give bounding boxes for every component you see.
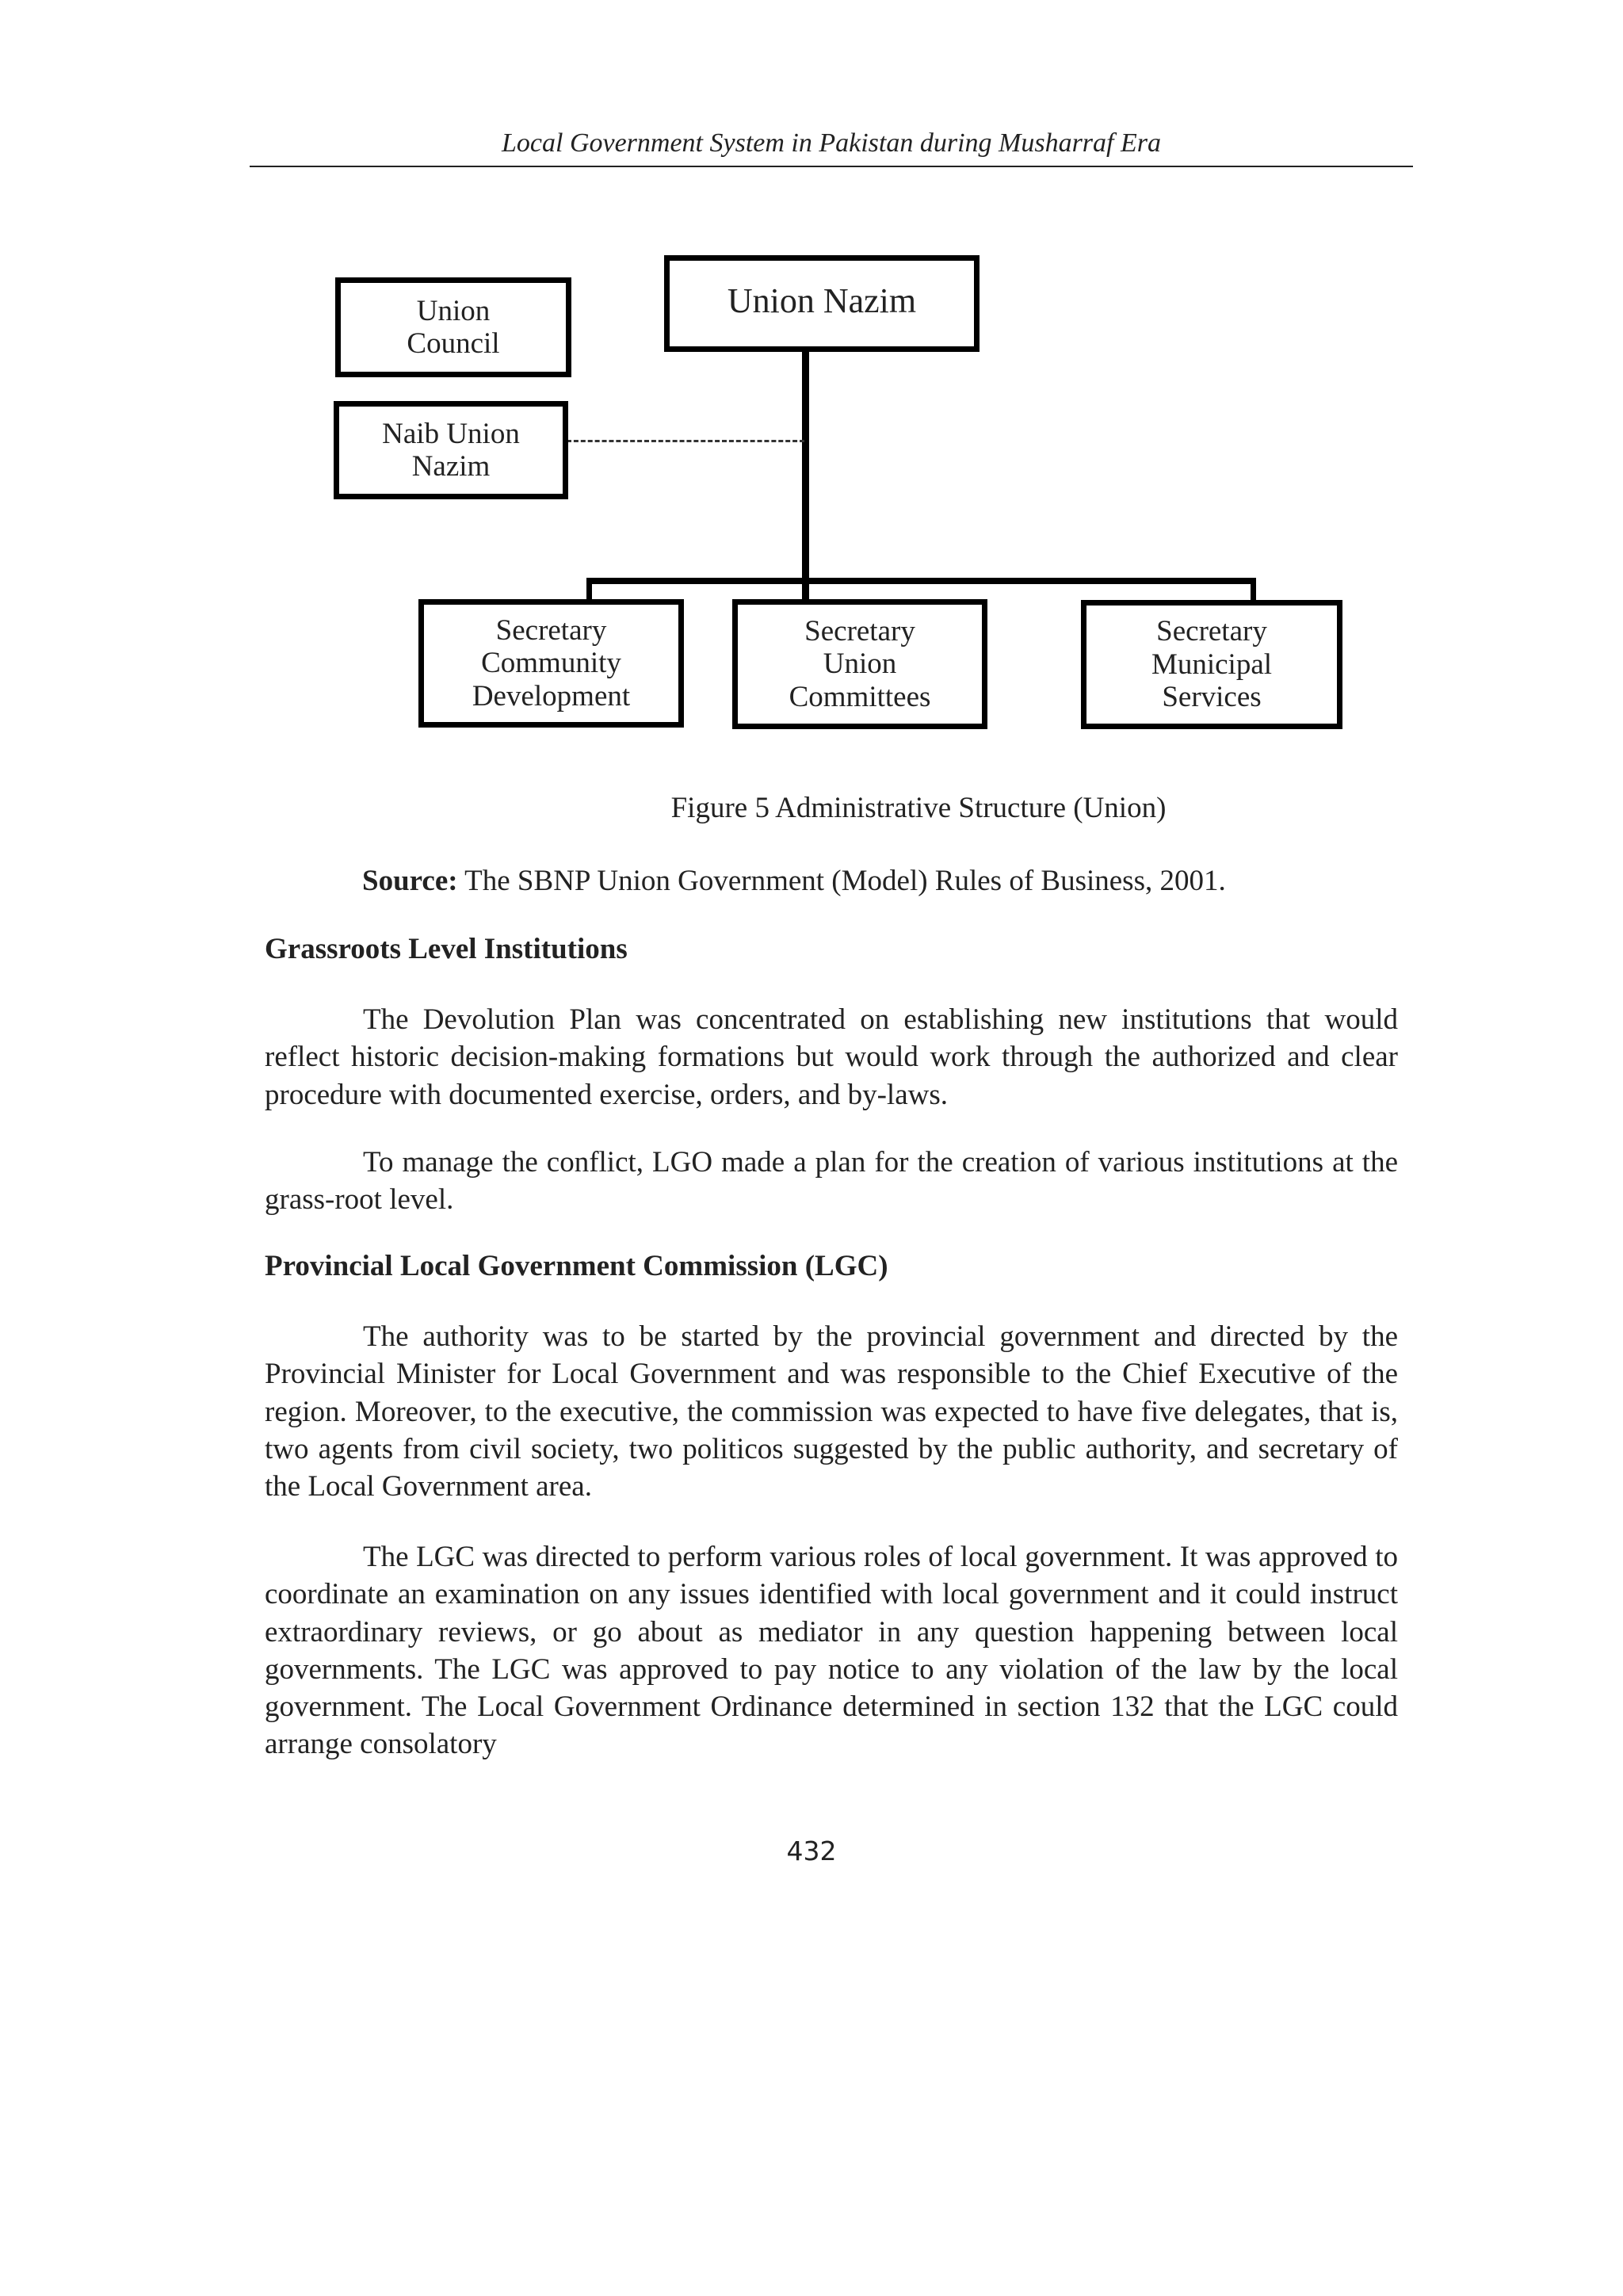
paragraph-lgc-2: The LGC was directed to perform various roles of local government. It was approved to coordinate an examination on any issues identified with local government and it could instruct extraordinary reviews, or go about as mediator in any question happening between local governments. The LGC was approved to pay notice to any violation of the law by the local government. The Local Government Ordinance determined in section 132 that the LGC could arrange consolatory bbox=[265, 1541, 1398, 1761]
heading-grassroots: Grassroots Level Institutions bbox=[265, 933, 628, 965]
figure-caption: Figure 5 Administrative Structure (Union) bbox=[670, 792, 1167, 824]
box-secretary-community-development bbox=[418, 599, 684, 728]
label-naib-union-nazim: Naib Union Nazim bbox=[382, 417, 520, 483]
source-label: Source: bbox=[362, 865, 458, 897]
box-naib-union-nazim bbox=[334, 401, 568, 499]
label-secretary-municipal-services: Secretary Municipal Services bbox=[1151, 615, 1273, 714]
page-number: 432 bbox=[786, 1836, 837, 1866]
box-union-nazim bbox=[664, 255, 980, 352]
org-chart bbox=[0, 0, 1623, 777]
connector-right-drop bbox=[1251, 578, 1256, 602]
paragraph-grassroots-2: To manage the conflict, LGO made a plan for the creation of various institutions at the grass-root level. bbox=[265, 1146, 1398, 1217]
connector-left-drop bbox=[586, 578, 592, 602]
connector-nazim-trunk bbox=[802, 349, 809, 584]
label-secretary-union-committees: Secretary Union Committees bbox=[789, 614, 931, 713]
label-union-council: Union Council bbox=[407, 294, 500, 360]
connector-middle-drop bbox=[802, 578, 809, 602]
box-secretary-union-committees bbox=[732, 599, 987, 729]
source-text: The SBNP Union Government (Model) Rules of Business, 2001. bbox=[457, 865, 1226, 897]
heading-lgc: Provincial Local Government Commission (LGC) bbox=[265, 1250, 888, 1282]
paragraph-lgc-1: The authority was to be started by the provincial government and directed by the Provincial Minister for Local Government and was responsible to the Chief Executive of the region. Moreover, to the executive, the commission was expected to have five delegates, that is, two agents from civil society, two politicos suggested by the public authority, and secretary of the Local Government area. bbox=[265, 1320, 1398, 1503]
label-union-nazim: Union Nazim bbox=[727, 281, 917, 320]
label-secretary-community-development: Secretary Community Development bbox=[472, 613, 631, 712]
box-secretary-municipal-services bbox=[1081, 600, 1342, 729]
connector-horizontal-bar bbox=[586, 578, 1256, 584]
box-union-council bbox=[335, 277, 571, 377]
running-header: Local Government System in Pakistan during Musharraf Era bbox=[502, 128, 1161, 158]
connector-naib-dashed bbox=[567, 440, 804, 442]
figure-source bbox=[362, 864, 1472, 898]
paragraph-grassroots-1: The Devolution Plan was concentrated on establishing new institutions that would reflect historic decision-making formations but would work through the authorized and clear procedure with documented exercise, orders, and by-laws. bbox=[265, 1003, 1398, 1111]
